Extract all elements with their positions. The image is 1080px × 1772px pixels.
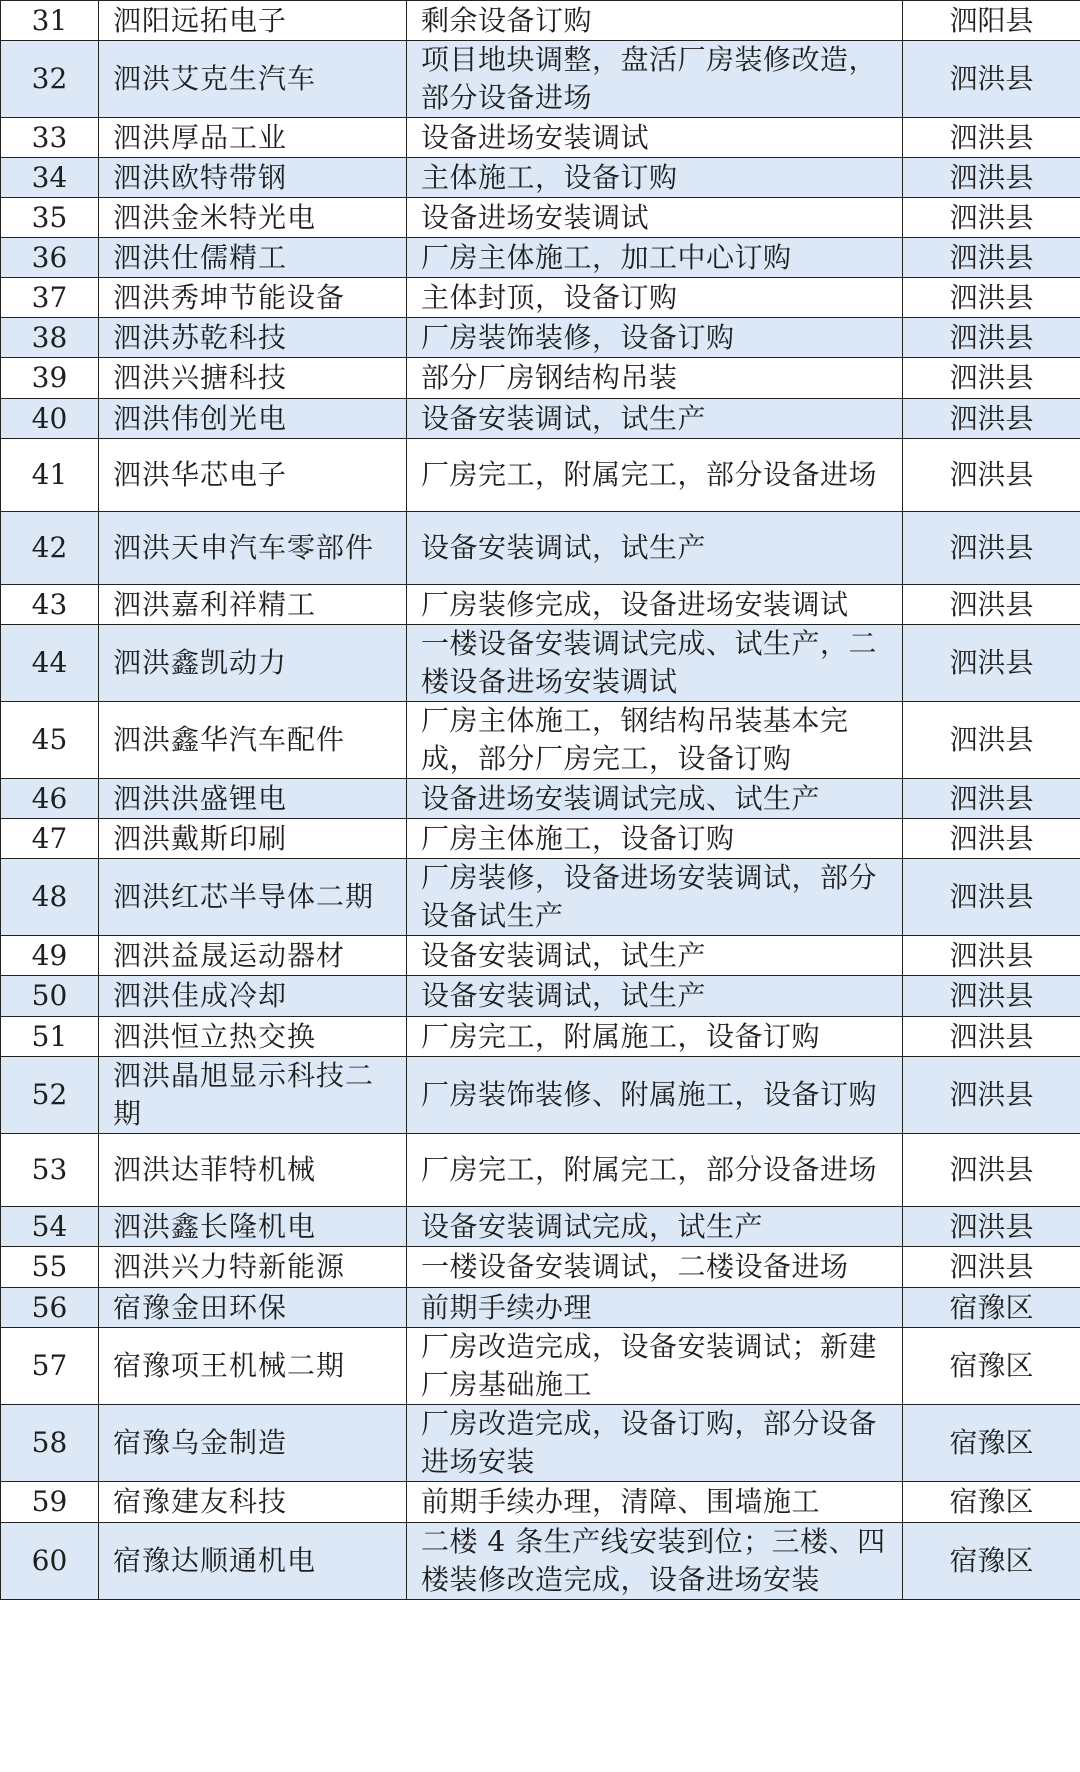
progress-description: 厂房主体施工，钢结构吊装基本完成，部分厂房完工，设备订购 (407, 702, 903, 779)
table-body (1, 1, 1080, 1600)
row-number: 51 (1, 1017, 99, 1057)
table-row (1, 439, 1080, 512)
county-name: 泗洪县 (903, 779, 1080, 819)
progress-description: 前期手续办理，清障、围墙施工 (407, 1482, 903, 1523)
county-name: 泗洪县 (903, 936, 1080, 976)
project-name: 泗洪秀坤节能设备 (99, 278, 407, 318)
project-name: 宿豫项王机械二期 (99, 1328, 407, 1405)
row-number: 46 (1, 779, 99, 819)
project-name: 泗洪厚品工业 (99, 118, 407, 158)
project-name: 泗洪恒立热交换 (99, 1017, 407, 1057)
county-name: 泗洪县 (903, 819, 1080, 859)
project-name: 泗洪红芯半导体二期 (99, 859, 407, 936)
table-row (1, 318, 1080, 358)
county-name: 宿豫区 (903, 1482, 1080, 1523)
project-name: 泗洪嘉利祥精工 (99, 585, 407, 625)
table-row (1, 585, 1080, 625)
progress-description: 厂房完工，附属施工，设备订购 (407, 1017, 903, 1057)
county-name: 泗洪县 (903, 585, 1080, 625)
progress-description: 设备安装调试，试生产 (407, 976, 903, 1017)
project-name: 宿豫金田环保 (99, 1288, 407, 1328)
table-row (1, 1057, 1080, 1134)
table-row (1, 1328, 1080, 1405)
county-name: 宿豫区 (903, 1328, 1080, 1405)
progress-description: 厂房装饰装修，设备订购 (407, 318, 903, 358)
county-name: 泗洪县 (903, 512, 1080, 585)
progress-description: 前期手续办理 (407, 1288, 903, 1328)
county-name: 泗洪县 (903, 278, 1080, 318)
progress-description: 设备进场安装调试完成、试生产 (407, 779, 903, 819)
row-number: 58 (1, 1405, 99, 1482)
project-name: 泗洪洪盛锂电 (99, 779, 407, 819)
progress-description: 设备安装调试，试生产 (407, 512, 903, 585)
project-name: 泗洪鑫长隆机电 (99, 1207, 407, 1247)
row-number: 54 (1, 1207, 99, 1247)
county-name: 泗洪县 (903, 976, 1080, 1017)
row-number: 31 (1, 1, 99, 41)
table-row (1, 118, 1080, 158)
row-number: 55 (1, 1247, 99, 1288)
table-row (1, 1288, 1080, 1328)
project-name: 泗洪益晟运动器材 (99, 936, 407, 976)
county-name: 泗洪县 (903, 439, 1080, 512)
row-number: 32 (1, 41, 99, 118)
progress-description: 设备安装调试，试生产 (407, 936, 903, 976)
project-name: 泗洪兴力特新能源 (99, 1247, 407, 1288)
county-name: 泗洪县 (903, 358, 1080, 399)
progress-description: 厂房改造完成，设备安装调试；新建厂房基础施工 (407, 1328, 903, 1405)
row-number: 33 (1, 118, 99, 158)
county-name: 泗洪县 (903, 1017, 1080, 1057)
project-name: 泗洪佳成冷却 (99, 976, 407, 1017)
table-row (1, 936, 1080, 976)
progress-description: 设备进场安装调试 (407, 198, 903, 238)
progress-description: 厂房主体施工，加工中心订购 (407, 238, 903, 278)
row-number: 41 (1, 439, 99, 512)
county-name: 泗洪县 (903, 1057, 1080, 1134)
progress-description: 一楼设备安装调试完成、试生产，二楼设备进场安装调试 (407, 625, 903, 702)
progress-description: 厂房装修，设备进场安装调试，部分设备试生产 (407, 859, 903, 936)
project-name: 泗洪仕儒精工 (99, 238, 407, 278)
row-number: 45 (1, 702, 99, 779)
row-number: 50 (1, 976, 99, 1017)
progress-description: 厂房主体施工，设备订购 (407, 819, 903, 859)
table-row (1, 1247, 1080, 1288)
row-number: 34 (1, 158, 99, 198)
table-row (1, 1207, 1080, 1247)
project-name: 泗洪欧特带钢 (99, 158, 407, 198)
project-name: 泗洪兴搪科技 (99, 358, 407, 399)
county-name: 泗洪县 (903, 1207, 1080, 1247)
table-row (1, 859, 1080, 936)
table-row (1, 158, 1080, 198)
table-row (1, 238, 1080, 278)
table-row (1, 1405, 1080, 1482)
row-number: 38 (1, 318, 99, 358)
progress-description: 厂房完工，附属完工，部分设备进场 (407, 1134, 903, 1207)
project-name: 宿豫建友科技 (99, 1482, 407, 1523)
table-row (1, 702, 1080, 779)
table-row (1, 399, 1080, 439)
row-number: 57 (1, 1328, 99, 1405)
row-number: 47 (1, 819, 99, 859)
project-name: 泗洪鑫华汽车配件 (99, 702, 407, 779)
row-number: 43 (1, 585, 99, 625)
row-number: 35 (1, 198, 99, 238)
row-number: 40 (1, 399, 99, 439)
table-row (1, 625, 1080, 702)
county-name: 泗洪县 (903, 702, 1080, 779)
project-name: 泗洪金米特光电 (99, 198, 407, 238)
county-name: 宿豫区 (903, 1405, 1080, 1482)
county-name: 泗洪县 (903, 318, 1080, 358)
table-row (1, 1134, 1080, 1207)
table-row (1, 1482, 1080, 1523)
project-name: 泗阳远拓电子 (99, 1, 407, 41)
row-number: 60 (1, 1523, 99, 1600)
progress-description: 厂房完工，附属完工，部分设备进场 (407, 439, 903, 512)
project-name: 泗洪戴斯印刷 (99, 819, 407, 859)
row-number: 44 (1, 625, 99, 702)
project-name: 宿豫达顺通机电 (99, 1523, 407, 1600)
row-number: 53 (1, 1134, 99, 1207)
row-number: 42 (1, 512, 99, 585)
progress-description: 主体封顶，设备订购 (407, 278, 903, 318)
table-row (1, 779, 1080, 819)
project-name: 宿豫乌金制造 (99, 1405, 407, 1482)
row-number: 59 (1, 1482, 99, 1523)
project-name: 泗洪达菲特机械 (99, 1134, 407, 1207)
row-number: 48 (1, 859, 99, 936)
project-name: 泗洪天申汽车零部件 (99, 512, 407, 585)
project-name: 泗洪艾克生汽车 (99, 41, 407, 118)
progress-description: 剩余设备订购 (407, 1, 903, 41)
table-row (1, 1523, 1080, 1600)
progress-description: 一楼设备安装调试，二楼设备进场 (407, 1247, 903, 1288)
progress-description: 设备安装调试，试生产 (407, 399, 903, 439)
progress-description: 厂房装修完成，设备进场安装调试 (407, 585, 903, 625)
progress-description: 部分厂房钢结构吊装 (407, 358, 903, 399)
progress-description: 厂房装饰装修、附属施工，设备订购 (407, 1057, 903, 1134)
county-name: 泗洪县 (903, 1247, 1080, 1288)
progress-description: 二楼 4 条生产线安装到位；三楼、四楼装修改造完成，设备进场安装 (407, 1523, 903, 1600)
table-row (1, 1017, 1080, 1057)
row-number: 39 (1, 358, 99, 399)
table-row (1, 976, 1080, 1017)
table-row (1, 41, 1080, 118)
project-name: 泗洪伟创光电 (99, 399, 407, 439)
progress-description: 主体施工，设备订购 (407, 158, 903, 198)
table-row (1, 512, 1080, 585)
progress-description: 项目地块调整，盘活厂房装修改造，部分设备进场 (407, 41, 903, 118)
project-name: 泗洪鑫凯动力 (99, 625, 407, 702)
table-row (1, 278, 1080, 318)
project-name: 泗洪苏乾科技 (99, 318, 407, 358)
county-name: 泗洪县 (903, 198, 1080, 238)
county-name: 泗洪县 (903, 118, 1080, 158)
county-name: 泗洪县 (903, 399, 1080, 439)
county-name: 宿豫区 (903, 1523, 1080, 1600)
county-name: 宿豫区 (903, 1288, 1080, 1328)
row-number: 52 (1, 1057, 99, 1134)
progress-description: 设备进场安装调试 (407, 118, 903, 158)
county-name: 泗洪县 (903, 41, 1080, 118)
progress-description: 厂房改造完成，设备订购，部分设备进场安装 (407, 1405, 903, 1482)
county-name: 泗洪县 (903, 1134, 1080, 1207)
county-name: 泗洪县 (903, 859, 1080, 936)
project-name: 泗洪晶旭显示科技二期 (99, 1057, 407, 1134)
county-name: 泗洪县 (903, 625, 1080, 702)
table-row (1, 358, 1080, 399)
county-name: 泗洪县 (903, 158, 1080, 198)
table-row (1, 1, 1080, 41)
county-name: 泗阳县 (903, 1, 1080, 41)
row-number: 36 (1, 238, 99, 278)
table-row (1, 198, 1080, 238)
project-name: 泗洪华芯电子 (99, 439, 407, 512)
row-number: 56 (1, 1288, 99, 1328)
progress-description: 设备安装调试完成，试生产 (407, 1207, 903, 1247)
county-name: 泗洪县 (903, 238, 1080, 278)
row-number: 37 (1, 278, 99, 318)
row-number: 49 (1, 936, 99, 976)
table-row (1, 819, 1080, 859)
